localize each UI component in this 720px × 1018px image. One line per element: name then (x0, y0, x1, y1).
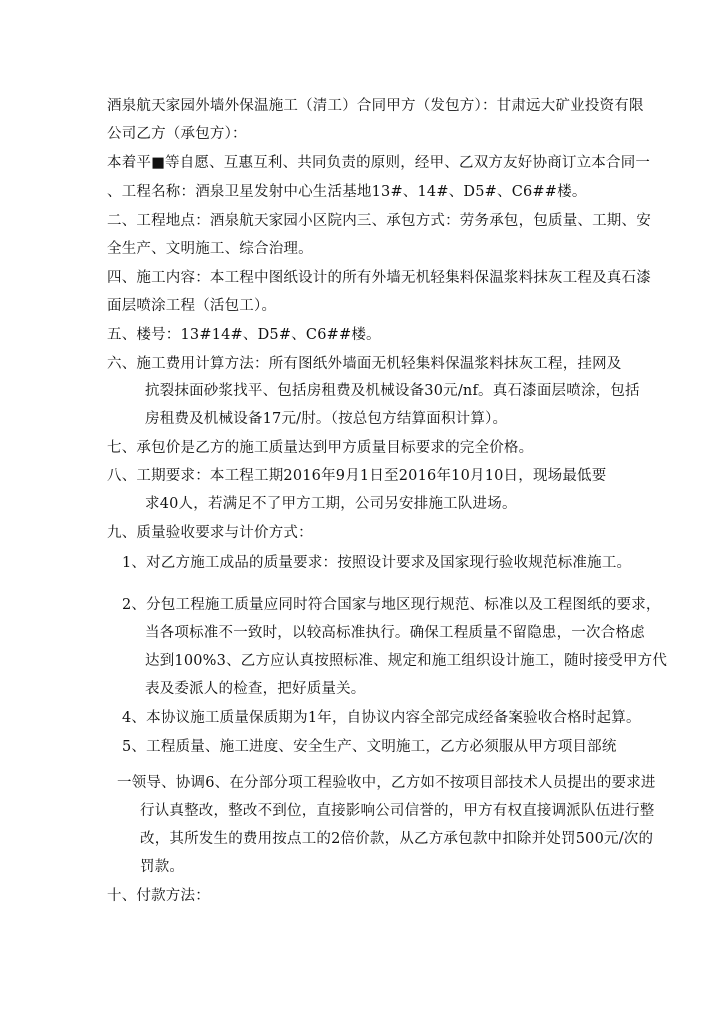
quality-item-2: 2、分包工程施工质量应同时符合国家与地区现行规范、标准以及工程图纸的要求， (122, 597, 661, 613)
party-b-line: 公司乙方（承包方）： (107, 126, 247, 142)
quality-item-6-cont-2: 改，其所发生的费用按点工的2倍价款，从乙方承包款中扣除并处罚500元/次的 (140, 831, 654, 847)
quality-item-6-cont-3: 罚款。 (140, 859, 185, 875)
fee-method-line-3: 房租费及机械设备17元/肘。（按总包方结算面积计算）。 (145, 411, 508, 427)
contract-price-line: 七、承包价是乙方的施工质量达到甲方质量目标要求的完全价格。 (107, 440, 534, 456)
fee-method-line-2: 抗裂抹面砂浆找平、包括房租费及机械设备30元/nf。真石漆面层喷涂，包括 (145, 383, 640, 399)
quality-item-2-cont: 当各项标准不一致时，以较高标准执行。确保工程质量不留隐患，一次合格虑 (145, 625, 645, 641)
quality-item-4: 4、本协议施工质量保质期为1年，自协议内容全部完成经备案验收合格时起算。 (122, 710, 641, 726)
quality-item-3-cont: 表及委派人的检查，把好质量关。 (145, 681, 366, 697)
project-name-line: 、工程名称：酒泉卫星发射中心生活基地13#、14#、D5#、C6##楼。 (107, 184, 587, 200)
payment-section-heading: 十、付款方法： (107, 888, 210, 904)
quality-item-6: 一领导、协调6、在分部分项工程验收中，乙方如不按项目部技术人员提出的要求进 (117, 775, 656, 791)
quality-item-6-cont: 行认真整改，整改不到位，直接影响公司信誉的，甲方有权直接调派队伍进行整 (140, 803, 655, 819)
schedule-line: 八、工期要求：本工程工期2016年9月1日至2016年10月10日，现场最低要 (107, 468, 607, 484)
work-content-line: 四、施工内容：本工程中图纸设计的所有外墙无机轻集料保温浆料抹灰工程及真石漆 (107, 270, 651, 286)
contract-scope-line: 全生产、文明施工、综合治理。 (107, 241, 313, 257)
quality-item-5: 5、工程质量、施工进度、安全生产、文明施工，乙方必须服从甲方项目部统 (122, 739, 617, 755)
fee-method-line: 六、施工费用计算方法：所有图纸外墙面无机轻集料保温浆料抹灰工程，挂网及 (107, 356, 622, 372)
schedule-line-2: 求40人，若满足不了甲方工期，公司另安排施工队进场。 (145, 496, 517, 512)
project-location-line: 二、工程地点：酒泉航天家园小区院内三、承包方式：劳务承包，包质量、工期、安 (107, 213, 651, 229)
quality-item-1: 1、对乙方施工成品的质量要求：按照设计要求及国家现行验收规范标准施工。 (122, 555, 632, 571)
work-content-line-2: 面层喷涂工程（活包工）。 (107, 298, 277, 314)
preamble-line: 本着平■等自愿、互惠互利、共同负责的原则，经甲、乙双方友好协商订立本合同一 (107, 155, 651, 171)
building-numbers-line: 五、楼号：13#14#、D5#、C6##楼。 (107, 327, 381, 343)
quality-item-3: 达到100%3、乙方应认真按照标准、规定和施工组织设计施工，随时接受甲方代 (145, 653, 668, 669)
quality-section-heading: 九、质量验收要求与计价方式： (107, 525, 313, 541)
contract-title-line: 酒泉航天家园外墙外保温施工（清工）合同甲方（发包方）：甘肃远大矿业投资有限 (107, 98, 644, 114)
